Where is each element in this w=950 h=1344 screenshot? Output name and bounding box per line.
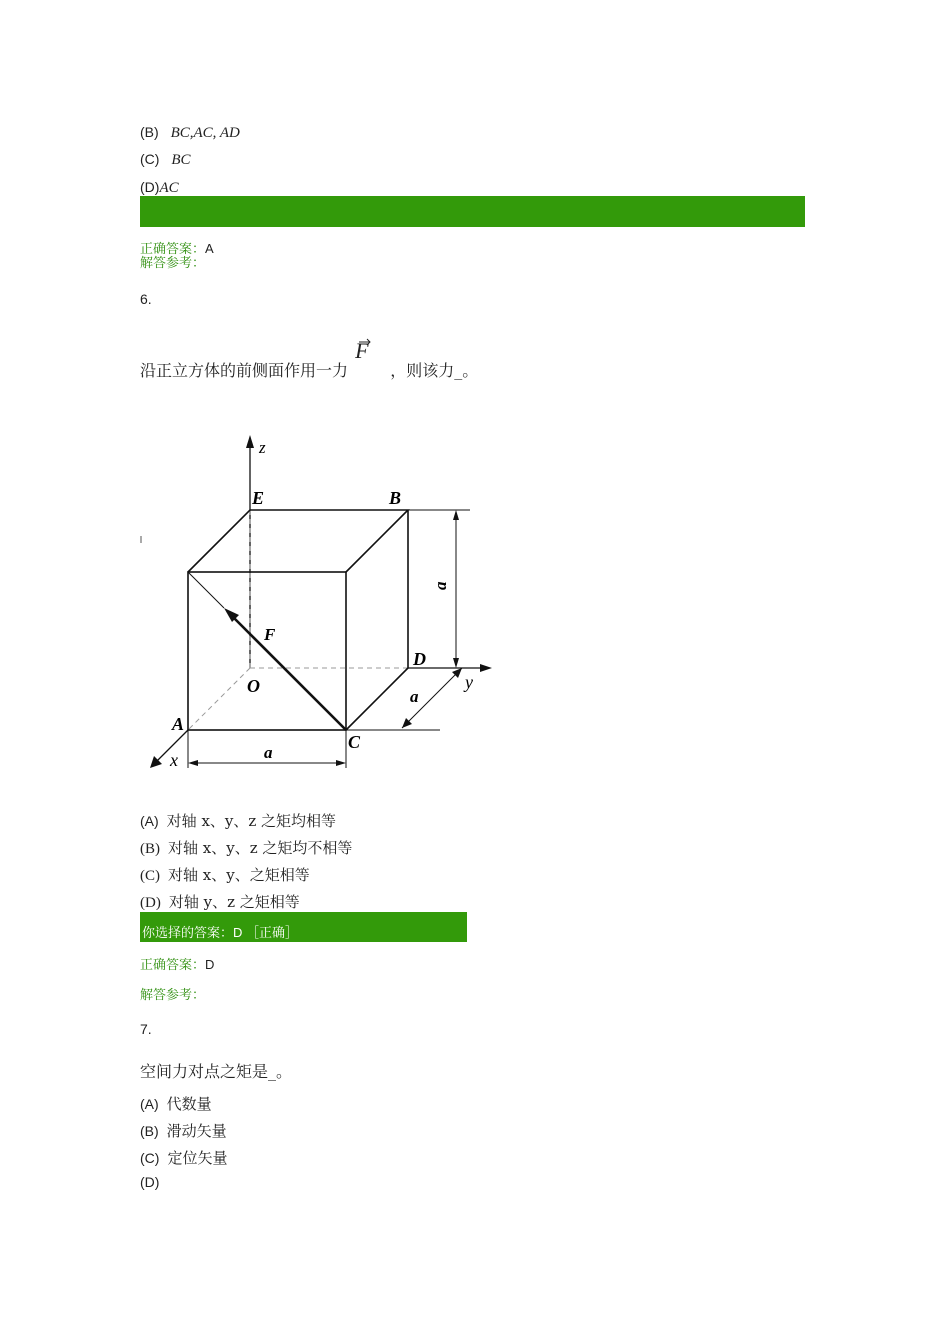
option-label: (C) bbox=[140, 151, 160, 167]
correct-answer-label: 正确答案： bbox=[140, 957, 206, 972]
option-text: BC bbox=[171, 152, 191, 168]
dim-arrow-right-icon bbox=[336, 760, 346, 766]
option-label: (B) bbox=[140, 841, 160, 857]
option-text: 代数量 bbox=[166, 1095, 212, 1113]
dim-arrow-up-icon bbox=[453, 510, 459, 520]
option-text: AC bbox=[159, 180, 179, 196]
option-text: 滑动矢量 bbox=[166, 1122, 227, 1140]
force-f-line bbox=[232, 616, 346, 730]
stem-text-before: 沿正立方体的前侧面作用一力 bbox=[140, 361, 349, 380]
option-label: (B) bbox=[140, 124, 159, 140]
question-number: 7. bbox=[140, 1021, 152, 1037]
q5-reference: 解答参考： bbox=[140, 255, 206, 270]
q5-option-c[interactable] bbox=[140, 151, 191, 169]
selected-answer-text: 你选择的答案：D ［正确］ bbox=[142, 925, 299, 940]
q7-option-a[interactable] bbox=[140, 1093, 212, 1114]
q6-reference: 解答参考： bbox=[140, 987, 206, 1002]
correct-answer-label: 正确答案： bbox=[140, 241, 206, 256]
option-label: (D) bbox=[140, 1174, 160, 1190]
option-text: 对轴 x、y、z 之矩均不相等 bbox=[168, 839, 353, 857]
label-o: O bbox=[247, 676, 260, 696]
z-axis-arrow-icon bbox=[246, 435, 254, 448]
option-label: (B) bbox=[140, 1123, 159, 1139]
cube-force-figure bbox=[140, 430, 500, 775]
label-x: x bbox=[170, 750, 178, 770]
q5-option-d[interactable] bbox=[140, 179, 179, 197]
label-a-bottom: a bbox=[264, 743, 273, 762]
label-f: F bbox=[264, 625, 276, 644]
cube-top-face bbox=[188, 510, 408, 572]
label-y: y bbox=[465, 672, 473, 692]
q7-option-b[interactable] bbox=[140, 1120, 227, 1141]
hidden-edge-oa bbox=[188, 668, 250, 730]
label-z: z bbox=[259, 438, 266, 457]
correct-answer-value: A bbox=[205, 241, 214, 256]
label-e: E bbox=[252, 488, 265, 508]
correct-answer-value: D bbox=[205, 957, 215, 972]
q6-option-a[interactable] bbox=[140, 810, 336, 831]
dim-arrow-left-icon bbox=[188, 760, 198, 766]
question-stem: 空间力对点之矩是_。 bbox=[140, 1062, 293, 1081]
label-b: B bbox=[389, 488, 402, 508]
force-vector-symbol: F bbox=[353, 358, 383, 376]
q5-option-b[interactable] bbox=[140, 124, 240, 142]
label-a-depth: a bbox=[410, 687, 419, 706]
question-stem bbox=[140, 338, 479, 381]
option-label: (A) bbox=[140, 1096, 159, 1112]
stem-text-after: ，则该力_。 bbox=[390, 361, 479, 380]
option-label: (A) bbox=[140, 813, 159, 829]
option-label: (D) bbox=[140, 895, 161, 911]
q6-correct-answer bbox=[140, 954, 214, 973]
dim-arrow-down-icon bbox=[453, 658, 459, 668]
option-text: 对轴 x、y、z 之矩均相等 bbox=[166, 812, 337, 830]
question-number: 6. bbox=[140, 291, 152, 307]
q7-option-c[interactable] bbox=[140, 1147, 227, 1168]
option-label: (C) bbox=[140, 1150, 160, 1166]
option-label: (D) bbox=[140, 179, 160, 195]
cube-right-face bbox=[346, 510, 408, 730]
option-text: 对轴 y、z 之矩相等 bbox=[168, 893, 300, 911]
option-text: 定位矢量 bbox=[167, 1149, 228, 1167]
option-text: BC,AC, AD bbox=[170, 125, 240, 141]
q6-option-d[interactable] bbox=[140, 891, 300, 912]
option-label: (C) bbox=[140, 868, 160, 884]
label-a-point: A bbox=[172, 714, 185, 734]
q7-option-d[interactable] bbox=[140, 1173, 167, 1191]
y-axis-arrow-icon bbox=[480, 664, 492, 672]
q6-option-c[interactable] bbox=[140, 864, 310, 885]
q6-option-b[interactable] bbox=[140, 837, 352, 858]
diagonal-tail bbox=[188, 572, 224, 608]
label-c: C bbox=[348, 732, 361, 752]
option-text: 对轴 x、y、之矩相等 bbox=[168, 866, 310, 884]
label-a-vertical: a bbox=[431, 581, 450, 590]
answer-result-bar bbox=[140, 196, 805, 227]
label-d: D bbox=[413, 649, 426, 669]
